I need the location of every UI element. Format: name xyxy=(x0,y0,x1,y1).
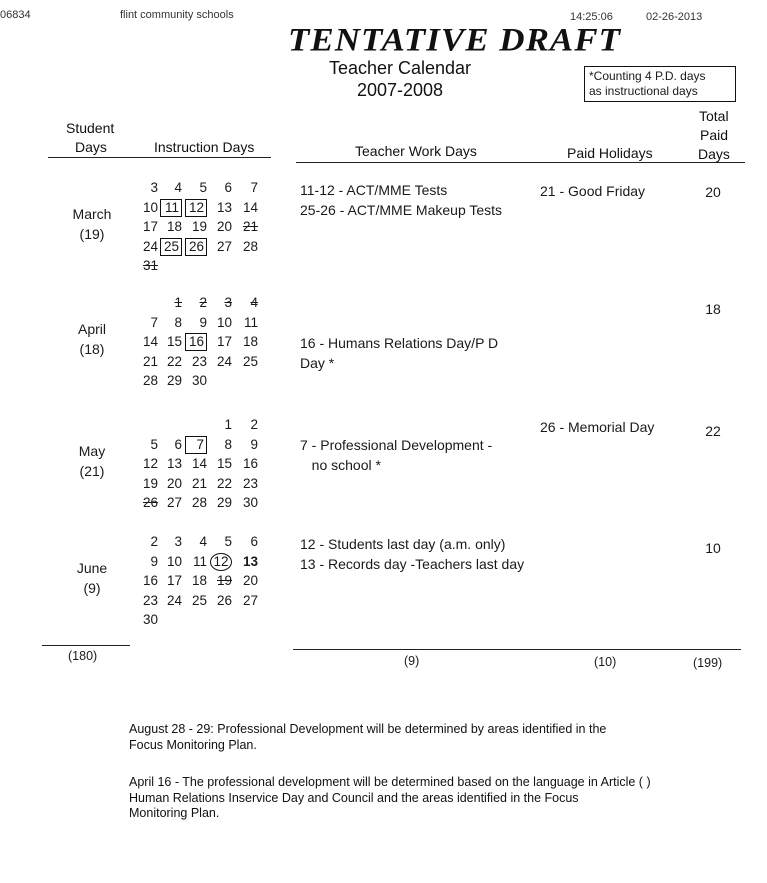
counting-note-line2: as instructional days xyxy=(589,84,698,98)
calendar-day: 3 xyxy=(174,534,182,549)
work-day-entry: 25-26 - ACT/MME Makeup Tests xyxy=(300,202,503,218)
calendar-day: 6 xyxy=(250,534,258,549)
calendar-day: 5 xyxy=(199,180,207,195)
calendar-day: 6 xyxy=(224,180,232,195)
totals-rule-right xyxy=(293,649,741,650)
calendar-day: 2 xyxy=(250,417,258,432)
instruction-days-header: Instruction Days xyxy=(154,139,255,155)
calendar-week xyxy=(136,352,276,372)
footnote-april-line1: April 16 - The professional development will be determined based on the language in Article ( ) xyxy=(129,775,651,789)
student-days-header-line2: Days xyxy=(75,139,107,155)
calendar-week xyxy=(136,610,276,630)
calendar-week xyxy=(136,237,276,257)
student-days-header-line1: Student xyxy=(66,120,115,136)
footnote-august xyxy=(129,722,606,753)
calendar-day: 30 xyxy=(242,495,258,510)
calendar-week xyxy=(136,493,276,513)
total-paid-days: (199) xyxy=(693,656,723,670)
calendar-day: 27 xyxy=(216,238,232,254)
work-day-entry: 11-12 - ACT/MME Tests xyxy=(300,182,448,198)
calendar-day: 25 xyxy=(191,592,207,608)
calendar-day: 17 xyxy=(142,219,158,234)
calendar-march xyxy=(136,178,276,276)
calendar-day: 9 xyxy=(150,553,158,569)
month-label-may xyxy=(57,441,127,481)
calendar-day: 10 xyxy=(166,553,182,569)
school-year: 2007-2008 xyxy=(356,80,444,100)
calendar-week xyxy=(136,474,276,494)
calendar-week xyxy=(136,571,276,591)
calendar-day: 23 xyxy=(242,475,258,491)
boxed-day: 12 xyxy=(185,199,207,217)
calendar-day: 29 xyxy=(166,373,182,388)
month-name: June xyxy=(76,560,108,576)
calendar-day: 13 xyxy=(166,456,182,471)
calendar-week xyxy=(136,552,276,572)
total-student-days: (180) xyxy=(68,649,98,663)
calendar-week xyxy=(136,313,276,333)
month-name: March xyxy=(72,206,112,222)
calendar-week xyxy=(136,415,276,435)
print-date: 02-26-2013 xyxy=(646,11,703,23)
calendar-day: 30 xyxy=(191,373,207,388)
footnote-april-line3: Monitoring Plan. xyxy=(129,806,220,820)
header-rule-right xyxy=(296,162,745,163)
calendar-day: 29 xyxy=(216,495,232,510)
struck-day: 4 xyxy=(250,295,258,310)
draft-stamp: TENTATIVE DRAFT xyxy=(288,21,621,59)
month-total-paid-days: 10 xyxy=(705,540,721,556)
month-label-june xyxy=(57,558,127,598)
boxed-day: 25 xyxy=(160,238,182,256)
calendar-day: 25 xyxy=(242,353,258,369)
footnote-august-line2: Focus Monitoring Plan. xyxy=(129,737,257,752)
calendar-week xyxy=(136,256,276,276)
boxed-day: 7 xyxy=(185,436,207,454)
calendar-day: 17 xyxy=(166,573,182,588)
calendar-day: 15 xyxy=(216,456,232,471)
calendar-day: 3 xyxy=(150,180,158,195)
calendar-day: 21 xyxy=(142,353,158,369)
boxed-day: 16 xyxy=(185,333,207,351)
calendar-day: 14 xyxy=(191,456,207,471)
struck-day: 19 xyxy=(216,573,232,588)
calendar-day: 19 xyxy=(142,475,158,491)
calendar-day: 15 xyxy=(166,334,182,349)
calendar-day: 9 xyxy=(250,436,258,452)
calendar-day: 19 xyxy=(191,219,207,234)
holiday-entry: 21 - Good Friday xyxy=(540,183,646,199)
work-days-march xyxy=(300,180,502,220)
calendar-day: 11 xyxy=(243,314,258,330)
footnote-august-line1: August 28 - 29: Professional Development will be determined by areas identified in the xyxy=(129,722,607,736)
calendar-day: 11 xyxy=(192,553,207,569)
calendar-day: 7 xyxy=(250,180,258,195)
document-id: 06834 xyxy=(0,9,31,21)
paid-holidays-march xyxy=(540,181,645,201)
struck-day: 21 xyxy=(242,219,258,234)
boxed-day: 26 xyxy=(185,238,207,256)
calendar-day: 22 xyxy=(166,353,182,369)
calendar-day: 12 xyxy=(142,456,158,471)
calendar-day: 17 xyxy=(216,334,232,349)
struck-day: 31 xyxy=(142,258,158,273)
footnote-april-line2: Human Relations Inservice Day and Council and the areas identified in the Focus xyxy=(129,790,579,805)
calendar-day: 6 xyxy=(174,436,182,452)
calendar-day: 5 xyxy=(150,436,158,452)
calendar-week xyxy=(136,371,276,391)
calendar-day: 28 xyxy=(191,495,207,510)
struck-day: 26 xyxy=(142,495,158,510)
calendar-day: 26 xyxy=(216,592,232,608)
calendar-day: 16 xyxy=(142,573,158,588)
calendar-week xyxy=(136,198,276,218)
month-label-april xyxy=(57,319,127,359)
total-header-line3: Days xyxy=(698,146,730,162)
calendar-day: 27 xyxy=(242,592,258,608)
work-day-entry: 7 - Professional Development - xyxy=(300,437,493,453)
totals-rule-left xyxy=(42,645,130,646)
month-total-paid-days: 22 xyxy=(705,423,721,439)
organization-name: flint community schools xyxy=(120,9,234,21)
work-days-april xyxy=(300,333,498,373)
print-time: 14:25:06 xyxy=(570,11,613,23)
calendar-day: 30 xyxy=(142,612,158,627)
calendar-day: 7 xyxy=(150,314,158,330)
calendar-june xyxy=(136,532,276,630)
calendar-day: 1 xyxy=(224,417,232,432)
work-day-entry: 12 - Students last day (a.m. only) xyxy=(300,536,506,552)
month-student-days: (9) xyxy=(83,580,101,596)
calendar-day: 24 xyxy=(166,592,182,608)
calendar-week xyxy=(136,217,276,237)
calendar-day: 8 xyxy=(174,314,182,330)
month-student-days: (21) xyxy=(79,463,105,479)
calendar-day: 23 xyxy=(142,592,158,608)
struck-day: 2 xyxy=(199,295,207,310)
footnote-april xyxy=(129,775,651,822)
calendar-day: 28 xyxy=(242,238,258,254)
calendar-april xyxy=(136,293,276,391)
boxed-day: 11 xyxy=(160,199,182,217)
calendar-week xyxy=(136,435,276,455)
calendar-day: 18 xyxy=(166,219,182,234)
calendar-day: 13 xyxy=(216,199,232,215)
teacher-work-days-header: Teacher Work Days xyxy=(355,143,477,159)
calendar-day: 10 xyxy=(216,314,232,330)
total-header-line2: Paid xyxy=(700,127,729,143)
paid-holidays-may xyxy=(540,417,654,437)
calendar-day: 8 xyxy=(224,436,232,452)
calendar-day: 21 xyxy=(191,475,207,491)
calendar-day: 4 xyxy=(174,180,182,195)
work-day-entry: no school * xyxy=(300,457,381,473)
calendar-day: 14 xyxy=(142,334,158,349)
calendar-day: 14 xyxy=(242,199,258,215)
calendar-day: 23 xyxy=(191,353,207,369)
work-day-entry: 16 - Humans Relations Day/P D xyxy=(300,335,499,351)
calendar-day: 28 xyxy=(142,373,158,388)
struck-day: 1 xyxy=(174,295,182,310)
calendar-day: 24 xyxy=(142,238,158,254)
calendar-day: 4 xyxy=(199,534,207,549)
month-name: April xyxy=(77,321,106,337)
month-total-paid-days: 20 xyxy=(705,184,721,200)
calendar-day: 18 xyxy=(191,573,207,588)
month-student-days: (19) xyxy=(79,226,105,242)
total-work-days: (9) xyxy=(404,654,420,668)
circled-day: 12 xyxy=(210,553,232,571)
calendar-day: 18 xyxy=(242,334,258,349)
calendar-day: 16 xyxy=(242,456,258,471)
calendar-day: 10 xyxy=(142,199,158,215)
struck-day: 3 xyxy=(224,295,232,310)
calendar-day: 20 xyxy=(242,573,258,588)
calendar-day: 20 xyxy=(166,475,182,491)
calendar-day: 2 xyxy=(150,534,158,549)
calendar-week xyxy=(136,532,276,552)
paid-holidays-header: Paid Holidays xyxy=(567,145,653,161)
month-name: May xyxy=(78,443,106,459)
calendar-week xyxy=(136,178,276,198)
calendar-week xyxy=(136,591,276,611)
calendar-week xyxy=(136,454,276,474)
calendar-may xyxy=(136,415,276,513)
work-days-may xyxy=(300,435,492,475)
calendar-day: 13 xyxy=(242,553,258,569)
counting-note-line1: *Counting 4 P.D. days xyxy=(589,69,706,83)
total-header-line1: Total xyxy=(699,108,729,124)
month-label-march xyxy=(57,204,127,244)
header-rule-left xyxy=(48,157,271,158)
calendar-day: 20 xyxy=(216,219,232,234)
month-total-paid-days: 18 xyxy=(705,301,721,317)
page-title: Teacher Calendar xyxy=(328,58,472,78)
calendar-day: 27 xyxy=(166,495,182,510)
calendar-week xyxy=(136,293,276,313)
calendar-day: 5 xyxy=(224,534,232,549)
total-paid-holidays: (10) xyxy=(594,655,617,669)
calendar-week xyxy=(136,332,276,352)
calendar-day: 9 xyxy=(199,314,207,330)
calendar-day: 24 xyxy=(216,353,232,369)
holiday-entry: 26 - Memorial Day xyxy=(540,419,655,435)
work-day-entry: 13 - Records day -Teachers last day xyxy=(300,556,525,572)
month-student-days: (18) xyxy=(79,341,105,357)
work-days-june xyxy=(300,534,524,574)
calendar-day: 22 xyxy=(216,475,232,491)
counting-note xyxy=(584,66,736,102)
work-day-entry: Day * xyxy=(300,355,335,371)
